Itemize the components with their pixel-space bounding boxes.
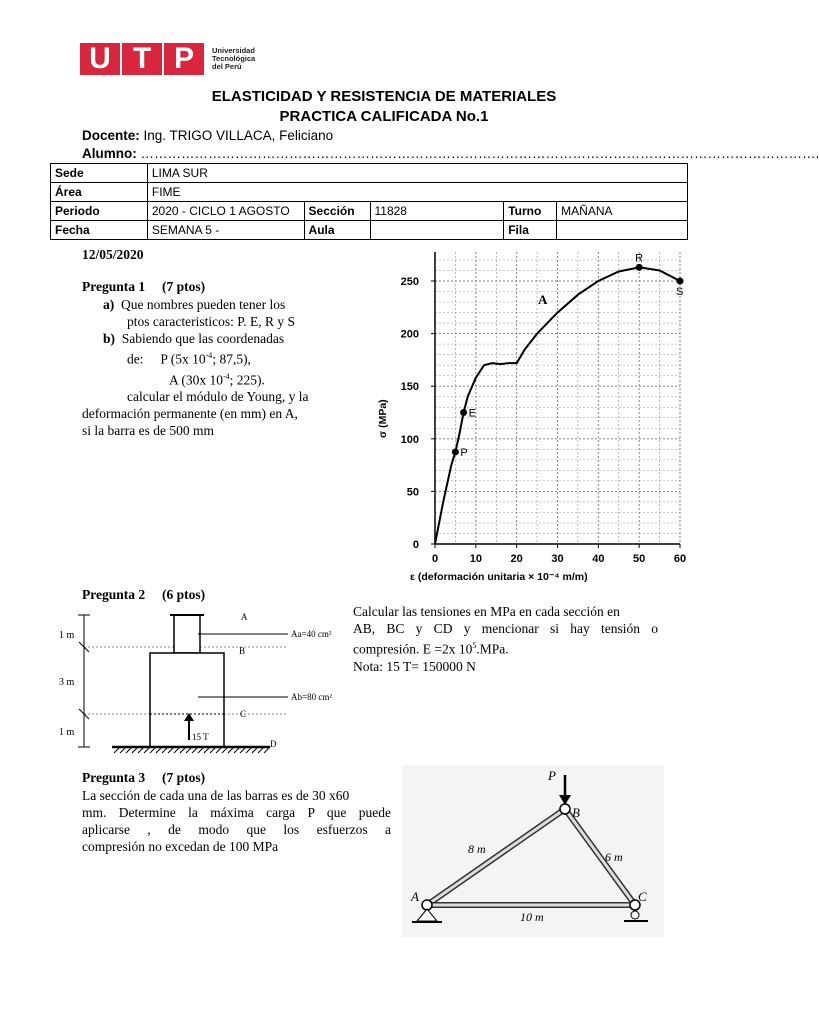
docente-label: Docente: <box>82 128 140 143</box>
joint-b <box>560 804 570 814</box>
roller-support-c <box>631 911 639 919</box>
fecha-value: SEMANA 5 - <box>147 221 304 240</box>
point-b-label: B <box>239 646 246 656</box>
q1-point-p-exp: -4 <box>205 351 213 360</box>
logo-text-line2: Tecnológica <box>212 54 256 63</box>
turno-value: MAÑANA <box>557 202 688 221</box>
chart-point-label: P <box>460 446 468 459</box>
logo-letter-p: P <box>164 43 204 75</box>
logo-text-line1: Universidad <box>212 46 255 55</box>
seccion-value: 11828 <box>370 202 504 221</box>
docente-line <box>82 128 333 143</box>
q2-heading <box>82 587 205 603</box>
point-d-label: D <box>270 739 277 749</box>
x-tick-label: 40 <box>592 553 605 565</box>
dim-1m-top: 1 m <box>59 630 75 641</box>
q3-truss-figure <box>402 765 664 937</box>
q1-b-line5: deformación permanente (en mm) en A, <box>82 406 298 421</box>
seccion-label: Sección <box>304 202 370 221</box>
q1-heading <box>82 279 205 295</box>
chart-point-label: E <box>468 407 476 420</box>
q1-point-p-post: ; 87,5), <box>212 351 251 367</box>
q1-b-text1: Sabiendo que las coordenadas <box>121 331 285 346</box>
chart-point-e <box>460 409 467 416</box>
q2-line3-pre: compresión. E =2x 10 <box>353 641 473 657</box>
q1-a-line1 <box>82 296 357 313</box>
y-tick-label: 50 <box>406 486 419 499</box>
q2-points: (6 ptos) <box>162 587 206 602</box>
y-tick-label: 150 <box>400 381 419 394</box>
y-tick-label: 200 <box>400 328 419 341</box>
chart-point-label: R <box>635 252 644 265</box>
q3-heading <box>82 770 205 786</box>
q1-b-label: b) <box>103 331 116 346</box>
q3-line3: aplicarse , de modo que los esfuerzos a <box>82 822 391 837</box>
q3-body <box>82 787 391 855</box>
y-tick-label: 100 <box>400 433 419 446</box>
length-ab: 8 m <box>468 842 486 856</box>
q2-body <box>353 603 658 675</box>
stress-strain-chart <box>370 248 700 588</box>
chart-ylabel: σ (MPa) <box>377 399 389 438</box>
table-row <box>51 202 688 221</box>
q3-title: Pregunta 3 <box>82 770 146 785</box>
q1-b-line2 <box>82 347 357 368</box>
docente-value: Ing. TRIGO VILLACA, Feliciano <box>143 128 334 143</box>
bar-section-a <box>174 615 200 653</box>
chart-point-p <box>452 448 459 455</box>
chart-points <box>452 252 684 459</box>
x-tick-label: 60 <box>673 553 687 565</box>
course-title: ELASTICIDAD Y RESISTENCIA DE MATERIALES <box>211 88 557 105</box>
q2-line4: Nota: 15 T= 150000 N <box>353 658 476 674</box>
point-c-label: C <box>240 709 247 719</box>
label-b: B <box>572 805 580 820</box>
q3-line2: mm. Determine la máxima carga P que puede <box>82 805 391 820</box>
label-c: C <box>638 889 647 904</box>
logo-text-line3: del Perú <box>212 62 242 71</box>
chart-point-r <box>636 264 643 271</box>
q1-a-text1: Que nombres pueden tener los <box>121 297 286 312</box>
sede-label: Sede <box>51 164 148 183</box>
table-row <box>51 183 688 202</box>
q1-point-p: P (5x 10 <box>160 351 206 367</box>
chart-grid <box>435 252 680 544</box>
q1-body <box>82 296 357 439</box>
alumno-line <box>82 146 819 161</box>
y-tick-label: 0 <box>412 539 419 551</box>
alumno-label: Alumno: <box>82 146 137 161</box>
q2-line2: AB, BC y CD y mencionar si hay tensión o <box>353 621 658 636</box>
utp-logo <box>80 42 255 76</box>
x-tick-label: 30 <box>551 553 564 565</box>
q2-line3 <box>353 637 658 658</box>
bar-section-b <box>150 653 224 747</box>
point-a-label: A <box>241 612 248 622</box>
q1-point-a-post: ; 225). <box>229 372 265 387</box>
aula-label: Aula <box>304 221 370 240</box>
periodo-value: 2020 - CICLO 1 AGOSTO <box>147 202 304 221</box>
q1-a-label: a) <box>103 297 115 312</box>
q1-points: (7 ptos) <box>162 279 206 294</box>
x-tick-label: 50 <box>633 553 646 565</box>
y-tick-label: 250 <box>400 276 419 288</box>
exam-info-table <box>50 163 688 240</box>
q2-line3-post: .MPa. <box>476 641 509 657</box>
area-label: Área <box>51 183 148 202</box>
area-a-label: Aa=40 cm² <box>291 629 332 639</box>
q1-point-a: A (30x 10 <box>169 372 223 387</box>
q1-b-line4: calcular el módulo de Young, y la <box>127 389 309 404</box>
label-p: P <box>548 768 556 783</box>
logo-letter-u: U <box>80 43 120 75</box>
q1-title: Pregunta 1 <box>82 279 146 294</box>
chart-point-s <box>677 278 684 285</box>
chart-annotation-a: A <box>538 292 548 307</box>
length-bc: 6 m <box>605 850 623 864</box>
periodo-label: Periodo <box>51 202 148 221</box>
q1-b-line3 <box>82 368 357 389</box>
q3-line1: La sección de cada una de las barras es de 30 x60 <box>82 788 350 803</box>
chart-point-label: S <box>676 286 684 298</box>
fila-value <box>557 221 688 240</box>
table-row <box>51 164 688 183</box>
fecha-label: Fecha <box>51 221 148 240</box>
q2-title: Pregunta 2 <box>82 587 146 602</box>
x-tick-label: 10 <box>469 553 482 565</box>
q3-points: (7 ptos) <box>162 770 206 785</box>
alumno-value: ……………………………………………………………………………………………………………………………………. <box>140 146 819 161</box>
area-value: FIME <box>147 183 687 202</box>
q1-b-line1 <box>82 330 357 347</box>
chart-ticks <box>401 276 686 565</box>
length-ac: 10 m <box>520 910 544 924</box>
logo-letter-t: T <box>122 43 162 75</box>
x-tick-label: 0 <box>431 553 439 565</box>
dim-3m: 3 m <box>59 677 75 688</box>
area-b-label: Ab=80 cm² <box>291 692 333 702</box>
q1-point-a-exp: -4 <box>223 371 230 381</box>
logo-university-name <box>212 47 255 71</box>
q2-line1: Calcular las tensiones en MPa en cada sección en <box>353 604 620 619</box>
q1-b-de: de: <box>127 351 144 367</box>
q1-a-line2: ptos caracteristicos: P. E, R y S <box>127 314 295 329</box>
sede-value: LIMA SUR <box>147 164 687 183</box>
chart-xlabel: ε (deformación unitaria × 10⁻⁴ m/m) <box>410 571 588 583</box>
q3-line4: compresión no excedan de 100 MPa <box>82 839 279 854</box>
turno-label: Turno <box>504 202 557 221</box>
aula-value <box>370 221 504 240</box>
x-tick-label: 20 <box>510 553 523 565</box>
fila-label: Fila <box>504 221 557 240</box>
label-a: A <box>411 889 419 904</box>
dim-1m-bottom: 1 m <box>59 727 75 738</box>
q1-b-line6: si la barra es de 500 mm <box>82 423 214 438</box>
load-label: 15 T <box>192 732 209 742</box>
table-row <box>51 221 688 240</box>
exam-date: 12/05/2020 <box>82 247 144 262</box>
q2-bar-figure <box>48 605 358 755</box>
q2-line3-exp: 5 <box>472 641 477 650</box>
exam-title: PRACTICA CALIFICADA No.1 <box>279 108 489 125</box>
